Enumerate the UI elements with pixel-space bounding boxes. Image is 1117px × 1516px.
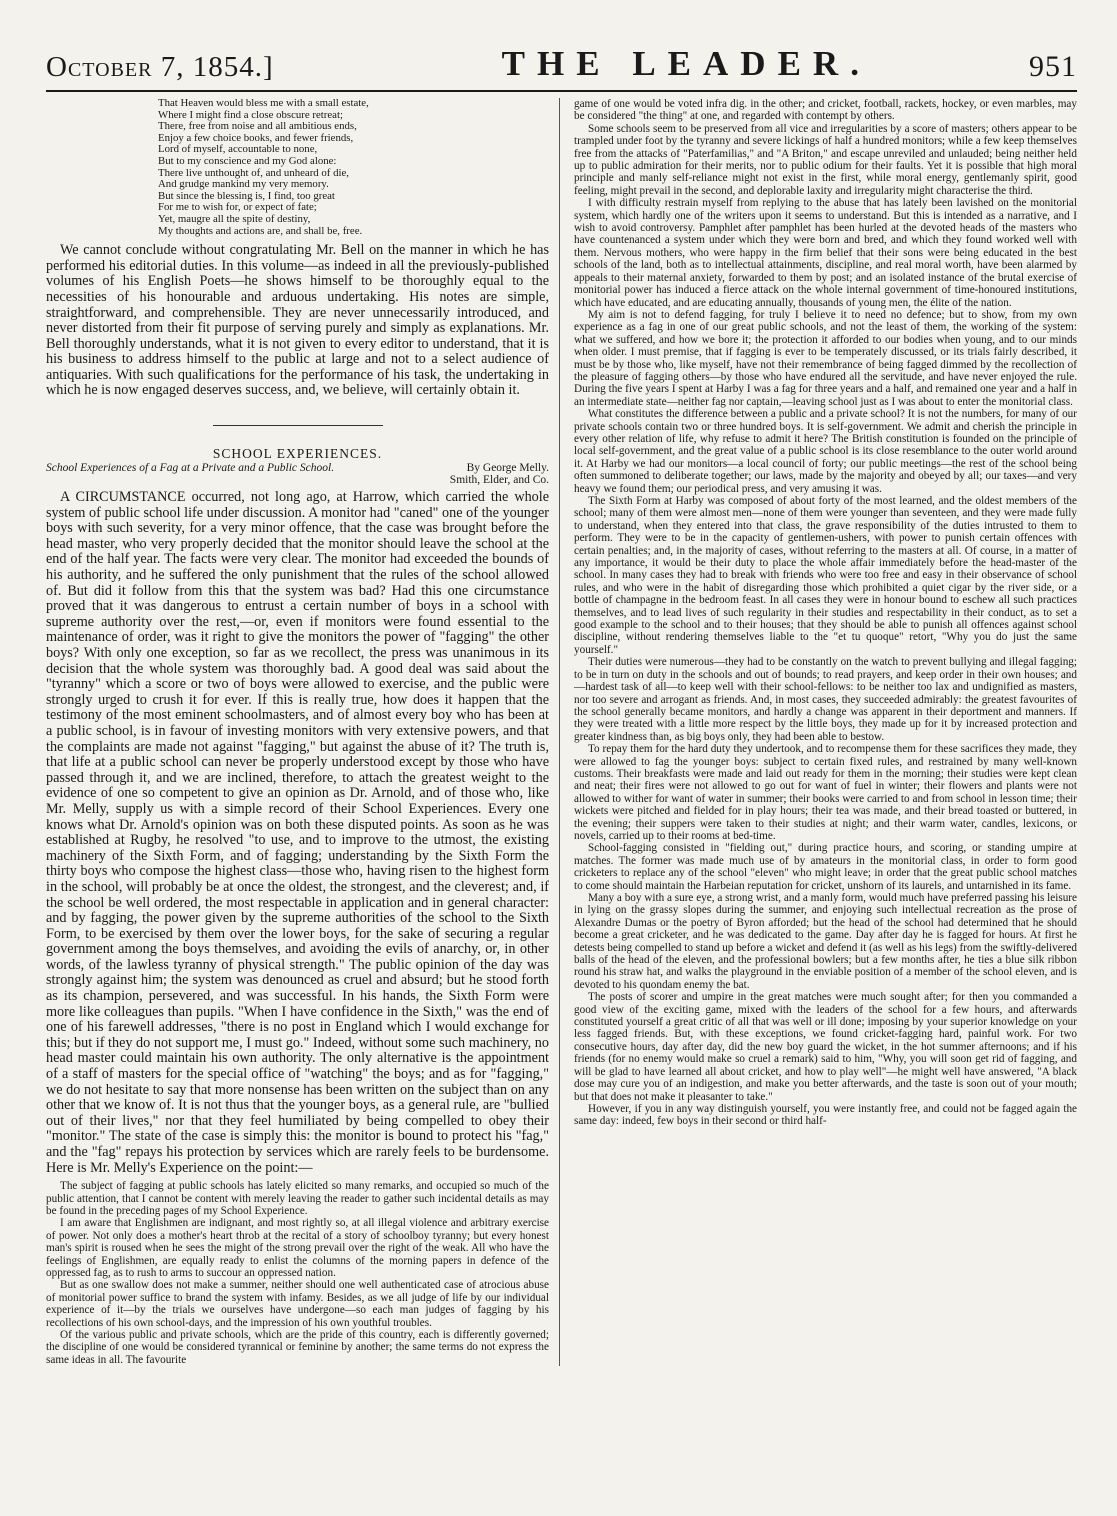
left-column <box>46 98 560 1366</box>
book-title: School Experiences of a Fag at a Private and a Public School. <box>46 462 335 475</box>
publisher: Smith, Elder, and Co. <box>449 474 549 487</box>
verse-line: Where I might find a close obscure retreat; <box>158 108 343 121</box>
verse-line: Lord of myself, accountable to none, <box>158 143 318 156</box>
columns <box>46 98 1077 1366</box>
extract-paragraph: Their duties were numerous—they had to be constantly on the watch to prevent bullying and illegal fagging; to be in turn on duty in the schools and out of bounds; to read prayers, and keep order in their own houses; and—hardest task of all—to keep well with their school-fellows: to be neither too lax and undignified as masters, nor too severe and arrogant as friends. And, in most cases, they succeeded admirably: the greatest favourites of the school generally became monitors, and hardly a change was apparent in their deportment and manners. If they were treated with a little more respect by the little boys, they made up for it by increased protection and greater kindness than, as big boys only, they had been able to bestow. <box>574 656 1077 743</box>
extract-paragraph: I with difficulty restrain myself from replying to the abuse that has lately been lavished on the monitorial system, which hardly one of the writers upon it seems to understand. But this is intended as a narrative, and I wish to avoid controversy. Pamphlet after pamphlet has been hurled at the devoted heads of the masters who have countenanced a system under which they were born and bred, and which they found worked well with them. Nervous mothers, who were happy in the firm belief that their sons were being educated in the best schools of the land, both as to intellectual attainments, discipline, and real moral worth, have been alarmed by appeals to their maternal anxiety, forwarded to them by post; and an isolated instance of the brutal exercise of monitorial power has induced a fierce attack on the whole internal government of time-honoured institutions, which have educated, and are educating annually, thousands of young men, the élite of the nation. <box>574 197 1077 309</box>
verse-line: For me to wish for, or expect of fate; <box>158 201 317 214</box>
extract-paragraph: Of the various public and private schools, which are the pride of this country, each is differently governed; the discipline of one would be considered tyrannical or feminine by another; the same terms do not express the same ideas in all. The favourite <box>46 1329 549 1366</box>
verse-line: My thoughts and actions are, and shall be, free. <box>158 224 363 237</box>
extract-paragraph: Some schools seem to be preserved from all vice and irregularities by a score of masters; others appear to be trampled under foot by the tyranny and severe lickings of half a hundred monitors; while a few keep themselves free from the attacks of "Paterfamilias," and "A Briton," and escape unreviled and unlauded; being neither held up to public admiration for their merits, nor to public odium for their faults. Yet it is possible that high moral principle and manly self-reliance might not exist in the first, while moral energy, gentlemanly spirit, good feeling, might prevail in the second, and deplorable laxity and irregularity might characterise the third. <box>574 122 1077 197</box>
verse-line: But since the blessing is, I find, too great <box>158 189 335 202</box>
section-divider <box>213 425 383 426</box>
masthead <box>46 0 1077 92</box>
extract-paragraph: The posts of scorer and umpire in the great matches were much sought after; for then you commanded a good view of the exciting game, mixed with the leaders of the school for a few hours, and afterwards constituted yourself a great critic of all that was well or ill done; imposing by your superior knowledge on your less fagged friends. But, with these exceptions, we found cricket-fagging hard, painful work. For two consecutive hours, day after day, did the new boy guard the wicket, in the hot summer afternoons; and if his friends (for no enemy would make so cruel a remark) said to him, "Why, you will soon get rid of fagging, and will be glad to have learned all about cricket, and how to play well"—he might well have answered, "A black dose may cure you of an indigestion, and make you better afterwards, and the taste is soon out of your mouth; but that does not make it pleasanter to take." <box>574 991 1077 1103</box>
review-paragraph: We cannot conclude without congratulating Mr. Bell on the manner in which he has performed his editorial duties. In this volume—as indeed in all the previously-published volumes of his English Poets—he shows himself to be thoroughly equal to the necessities of his honourable and arduous undertaking. His notes are simple, straightforward, and comprehensible. They are never unnecessarily introduced, and never distorted from their fit purpose of serving purely and simply as explanations. Mr. Bell thoroughly understands, what it is not given to every editor to understand, that it is his business to address himself to the public at large and not to a select audience of antiquaries. With such qualifications for the performance of his task, the undertaking in which he is now engaged deserves success, and, we believe, will certainly obtain it. <box>46 242 549 399</box>
verse-line: But to my conscience and my God alone: <box>158 154 337 167</box>
poem-verse <box>158 98 549 237</box>
right-column <box>574 98 1077 1366</box>
extract-paragraph: I am aware that Englishmen are indignant, and most rightly so, at all illegal violence and arbitrary exercise of power. Not only does a mother's heart throb at the recital of a story of schoolboy tyranny; but every honest man's spirit is roused when he sees the might of the strong prevail over the right of the weak. All who have the feelings of Englishmen, are equally ready to enlist the columns of the morning papers in defence of the oppressed fag, as to rush to arms to succour an oppressed nation. <box>46 1217 549 1280</box>
article-subtitle <box>46 462 549 486</box>
extract-paragraph: My aim is not to defend fagging, for truly I believe it to need no defence; but to show, from my own experience as a fag in one of our great public schools, and not the least of them, the working of the system: what we suffered, and how we bore it; the protection it afforded to our bodies when young, and to our minds when older. I must premise, that if fagging is ever to be temperately discussed, or its trials fairly described, it must be by those who, like myself, have not their remembrance of being fagged dimmed by the recollection of the pleasure of fagging others—by those who have endured all the servitude, and have never enjoyed the rule. During the five years I spent at Harby I was a fag for three years and a half, and remained one year and a half in an intermediate state—neither fag nor captain,—leaving school just as I was about to enter the monitorial class. <box>574 308 1077 408</box>
extract-paragraph: But as one swallow does not make a summer, neither should one well authenticated case of atrocious abuse of monitorial power suffice to brand the system with infamy. Besides, as we all judge of life by our individual experience of it—by the trials we ourselves have undergone—so each man judges of fagging by his recollections of his own school-days, and the impression of his own youthful troubles. <box>46 1279 549 1329</box>
newspaper-title: THE LEADER. <box>501 44 871 83</box>
verse-line: That Heaven would bless me with a small estate, <box>158 98 369 109</box>
verse-line: Yet, maugre all the spite of destiny, <box>158 212 311 225</box>
extract-paragraph: To repay them for the hard duty they undertook, and to recompense them for these sacrifices they made, they were allowed to fag the younger boys: subject to certain fixed rules, and restrained by many well-known customs. Their breakfasts were made and laid out ready for them in the morning; their studies were kept clean and neat; their fires were not allowed to go out for want of fuel in winter; their flowers and plants were not allowed to wither for want of water in summer; their books were carried to and from school in lesson time; their wickets were pitched and fielded for in play hours; their tea was made, and their bread toasted or buttered, in the evening; their suppers were taken to their studies at night; and their warm water, candles, lexicons, or novels, carried up to their rooms at bed-time. <box>574 743 1077 842</box>
extract-paragraph: However, if you in any way distinguish yourself, you were instantly free, and could not be fagged again the same day: indeed, few boys in their second or third half- <box>574 1102 1077 1128</box>
extract-paragraph: What constitutes the difference between a public and a private school? It is not the numbers, for many of our private schools contain two or three hundred boys. It is self-government. We admit and cherish the principle in every other relation of life, why refuse to admit it here? The British constitution is founded on the principle of local self-government, and the great value of a public school is its close resemblance to the outer world around it. At Harby we had our monitors—a local council of forty; our public meetings—the rest of the school being often summoned to deliberate together; our laws, made by the majority and obeyed by all; our taxes—and very heavy we found them; our periodical press, and very amusing it was. <box>574 408 1077 495</box>
article-paragraph: A CIRCUMSTANCE occurred, not long ago, at Harrow, which carried the whole system of public school life under discussion. A monitor had "caned" one of the younger boys with such severity, for a very minor offence, that the case was brought before the head master, who very properly decided that the monitor should leave the school at the end of the half year. The facts were very clear. The monitor had exceeded the bounds of his authority, and he suffered the only punishment that the rules of the school allowed of. But did it follow from this that the system was bad? Had this one circumstance proved that it was dangerous to entrust a certain number of boys in a school with supreme authority over the rest,—or, even if monitors were found essential to the maintenance of order, was it right to give the monitors the power of "fagging" the other boys? With only one exception, so far as we recollect, the press was unanimous in its decision that the whole system was thoroughly bad. A good deal was said about the "tyranny" which a score or two of boys were allowed to exercise, and the public were strongly urged to crush it for ever. If this is really true, how does it happen that the testimony of the most eminent schoolmasters, and of almost every boy who has been at a public school, is in favour of investing monitors with very extensive powers, and that the complaints are made not against "fagging," but against the abuse of it? The truth is, that life at a public school can never be properly understood except by those who have passed through it, and we are inclined, therefore, to attach the greatest weight to the evidence of one so competent to give an opinion as Dr. Arnold, and of those who, like Mr. Melly, supply us with a simple record of their School Experiences. Every one knows what Dr. Arnold's opinion was on both these disputed points. As soon as he was established at Rugby, he resolved "to use, and to improve to the utmost, the existing machinery of the Sixth Form, and of fagging; understanding by the Sixth Form the thirty boys who compose the highest class—those who, having risen to the highest form in the school, will probably be at once the oldest, the strongest, and the cleverest; and, if the school be well ordered, the most respectable in application and in general character: and by fagging, the power given by the supreme authorities of the school to the Sixth Form, to be exercised by them over the lower boys, for the sake of securing a regular government among the boys themselves, and avoiding the evils of anarchy, or, in other words, of the lawless tyranny of physical strength." The public opinion of the day was strongly against him; the system was denounced as cruel and absurd; but he stood forth as its champion, persevered, and was successful. In his hands, the Sixth Form were more like colleagues than pupils. "When I have confidence in the Sixth," was the end of one of his farewell addresses, "there is no post in England which I would exchange for this; but if they do not support me, I must go." Indeed, without some such machinery, no head master could maintain his own authority. The only alternative is the appointment of a staff of masters for the special office of "watching" the boys; and as for "fagging," we do not hesitate to say that more nonsense has been written on the subject than on any other that we know of. It is not thus that the younger boys, as a general rule, are "bullied out of their lives," nor that they feel humiliated by being compelled to obey their "monitor." The state of the case is simply this: the monitor is bound to protect his "fag," and the "fag" repays his protection by services which are rarely feels to be burdensome. Here is Mr. Melly's Experience on the point:— <box>46 489 549 1176</box>
verse-line: Enjoy a few choice books, and fewer friends, <box>158 131 354 144</box>
extract-paragraph: game of one would be voted infra dig. in the other; and cricket, football, rackets, hockey, or even marbles, may be considered "the thing" at one, and regarded with contempt by others. <box>574 98 1077 123</box>
extract-paragraph: The Sixth Form at Harby was composed of about forty of the most learned, and the oldest members of the school; many of them were almost men—none of them were younger than seventeen, and they were made fully to understand, when they entered into that class, the grave responsibility of the duties intrusted to them to perform. They were to be in the capacity of gentlemen-ushers, with power to punish certain offences with certain penalties; and, in the majority of cases, without referring to the masters at all. Of course, in a matter of any importance, it would be their duty to place the whole affair immediately before the head-master of the school. In many cases they had to break with friends who were too free and easy in their observance of school rules, and who were in the habit of disregarding those which prohibited a quiet cigar by the river side, or a bottle of champagne in the bedroom feast. In all cases they were in honour bound to eschew all such practices themselves, and to lead lives of such regularity in their studies and respectability in their conduct, as to set a good example to the school and to their houses; that they should be able to punish all offences against school discipline, without rendering themselves liable to the "et tu quoque" retort, "Why you do just the same yourself." <box>574 495 1077 656</box>
extract-paragraph: School-fagging consisted in "fielding out," during practice hours, and scoring, or standing umpire at matches. The former was made much use of by amateurs in the monitorial class, in order to form good cricketers to replace any of the school "eleven" who might leave; in order that the great public school matches to come should maintain the Harbeian reputation for cricket, unshorn of its laurels, and untarnished in its fame. <box>574 842 1077 892</box>
article-heading: SCHOOL EXPERIENCES. <box>212 446 383 462</box>
extract-paragraph: The subject of fagging at public schools has lately elicited so many remarks, and occupied so much of the public attention, that I cannot be content with merely leaving the reader to gather such incidental details as may be found in the preceding pages of my School Experience. <box>46 1180 549 1217</box>
verse-line: And grudge mankind my very memory. <box>158 178 329 191</box>
verse-line: There live unthought of, and unheard of die, <box>158 166 349 179</box>
extract-paragraph: Many a boy with a sure eye, a strong wrist, and a manly form, would much have preferred passing his leisure in lying on the grassy slopes during the summer, and enjoying such intellectual recreation as the prose of Alexandre Dumas or the poetry of Byron afforded; but the head of the school had determined that he should become a great cricketer, and he was dedicated to the game. Day after day he is fagged for hours. At first he detests being compelled to stand up before a wicket and defend it (as well as his legs) from the swiftly-delivered balls of the head of the eleven, and the professional bowlers; but a few months after, he ties a blue silk ribbon round his straw hat, and walks the playground in the enviable position of a member of the school eleven, and is devoted to his quondam enemy the bat. <box>574 892 1077 991</box>
byline: By George Melly. <box>466 462 549 475</box>
issue-date: October 7, 1854.] <box>46 51 274 83</box>
verse-line: There, free from noise and all ambitious ends, <box>158 120 357 133</box>
page-number: 951 <box>1028 50 1077 83</box>
